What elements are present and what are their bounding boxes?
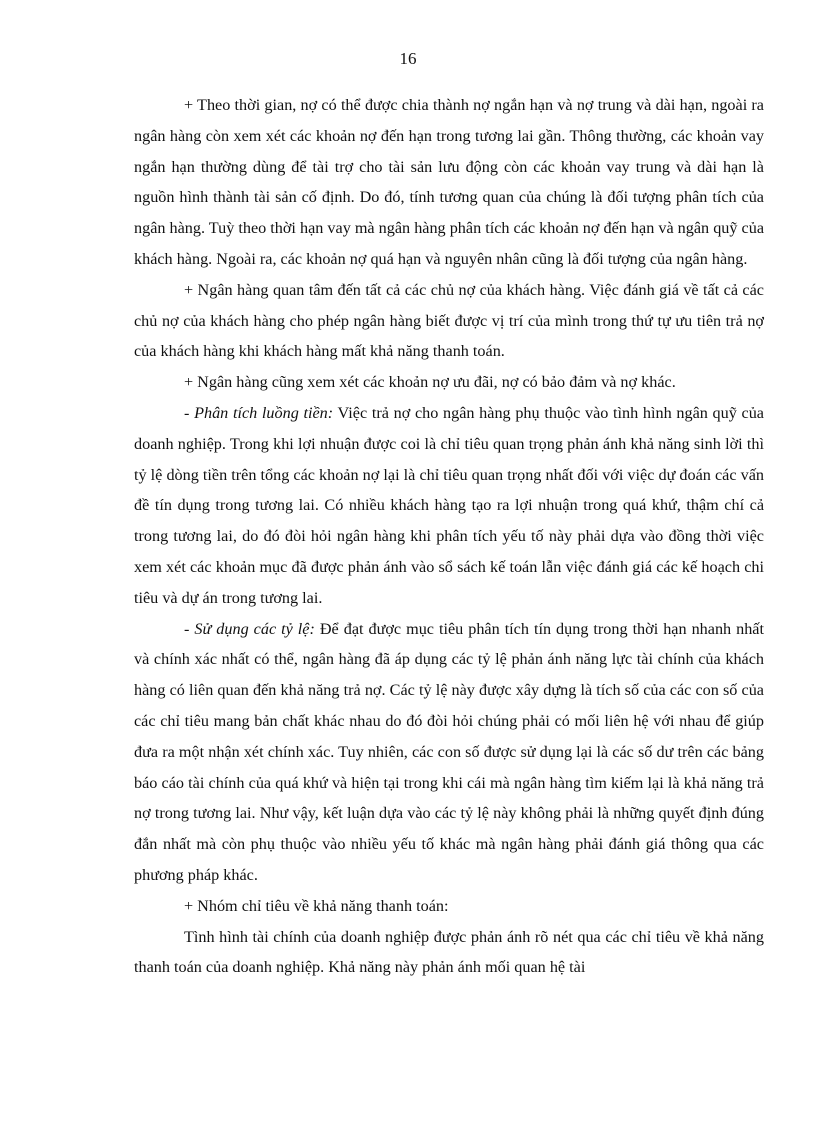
paragraph-financial-situation: [134, 922, 764, 984]
paragraph-lead-italic: - Phân tích luồng tiền:: [184, 403, 334, 422]
paragraph-liquidity-group: [134, 891, 764, 922]
paragraph-ratio-usage: [134, 614, 764, 891]
paragraph-text: + Theo thời gian, nợ có thể được chia thành nợ ngắn hạn và nợ trung và dài hạn, ngoài ra ngân hàng còn xem xét các khoản nợ đến hạn trong tương lai gần. Thông thường, các khoản vay ngắn hạn thường dùng để tài trợ cho tài sản lưu động còn các khoản vay trung và dài hạn là nguồn hình thành tài sản cố định. Do đó, tính tương quan của chúng là đối tượng phân tích của ngân hàng. Tuỳ theo thời hạn vay mà ngân hàng phân tích các khoản nợ đến hạn và ngân quỹ của khách hàng. Ngoài ra, các khoản nợ quá hạn và nguyên nhân cũng là đối tượng của ngân hàng.: [134, 96, 764, 268]
paragraph-text: + Nhóm chỉ tiêu về khả năng thanh toán:: [184, 896, 449, 915]
paragraph-all-creditors: [134, 275, 764, 367]
paragraph-text: Tình hình tài chính của doanh nghiệp được phản ánh rõ nét qua các chỉ tiêu về khả năng thanh toán của doanh nghiệp. Khả năng này phản ánh mối quan hệ tài: [134, 927, 764, 977]
paragraph-text: + Ngân hàng cũng xem xét các khoản nợ ưu đãi, nợ có bảo đảm và nợ khác.: [184, 373, 676, 392]
paragraph-preferred-debts: [134, 367, 764, 398]
paragraph-text: Để đạt được mục tiêu phân tích tín dụng trong thời hạn nhanh nhất và chính xác nhất có thể, ngân hàng đã áp dụng các tỷ lệ phản ánh năng lực tài chính của khách hàng có liên quan đến khả năng trả nợ. Các tỷ lệ này được xây dựng là tích số của các con số của các chỉ tiêu mang bản chất khác nhau do đó đòi hỏi chúng phải có mối liên hệ với nhau để giúp đưa ra một nhận xét chính xác. Tuy nhiên, các con số được sử dụng lại là các số dư trên các bảng báo cáo tài chính của quá khứ và hiện tại trong khi cái mà ngân hàng tìm kiếm lại là khả năng trả nợ trong tương lai. Như vậy, kết luận dựa vào các tỷ lệ này không phải là những quyết định đúng đắn nhất mà còn phụ thuộc vào nhiều yếu tố khác mà ngân hàng phải đánh giá thông qua các phương pháp khác.: [134, 619, 764, 884]
paragraph-lead-italic: - Sử dụng các tỷ lệ:: [184, 619, 315, 638]
document-body: [134, 90, 764, 983]
page-number: 16: [399, 49, 417, 68]
paragraph-text: + Ngân hàng quan tâm đến tất cả các chủ nợ của khách hàng. Việc đánh giá về tất cả các chủ nợ của khách hàng cho phép ngân hàng biết được vị trí của mình trong thứ tự ưu tiên trả nợ của khách hàng khi khách hàng mất khả năng thanh toán.: [134, 280, 764, 361]
paragraph-text: Việc trả nợ cho ngân hàng phụ thuộc vào tình hình ngân quỹ của doanh nghiệp. Trong khi lợi nhuận được coi là chỉ tiêu quan trọng phản ánh khả năng sinh lời thì tỷ lệ dòng tiền trên tổng các khoản nợ lại là chỉ tiêu quan trọng nhất đối với việc dự đoán các vấn đề tín dụng trong tương lai. Có nhiều khách hàng tạo ra lợi nhuận trong quá khứ, thậm chí cả trong tương lai, do đó đòi hỏi ngân hàng khi phân tích yếu tố này phải dựa vào đồng thời việc xem xét các khoản mục đã được phản ánh vào sổ sách kế toán lẫn việc đánh giá các kế hoạch chi tiêu và dự án trong tương lai.: [134, 403, 764, 607]
paragraph-term-classification: [134, 90, 764, 275]
paragraph-cash-flow-analysis: [134, 398, 764, 614]
